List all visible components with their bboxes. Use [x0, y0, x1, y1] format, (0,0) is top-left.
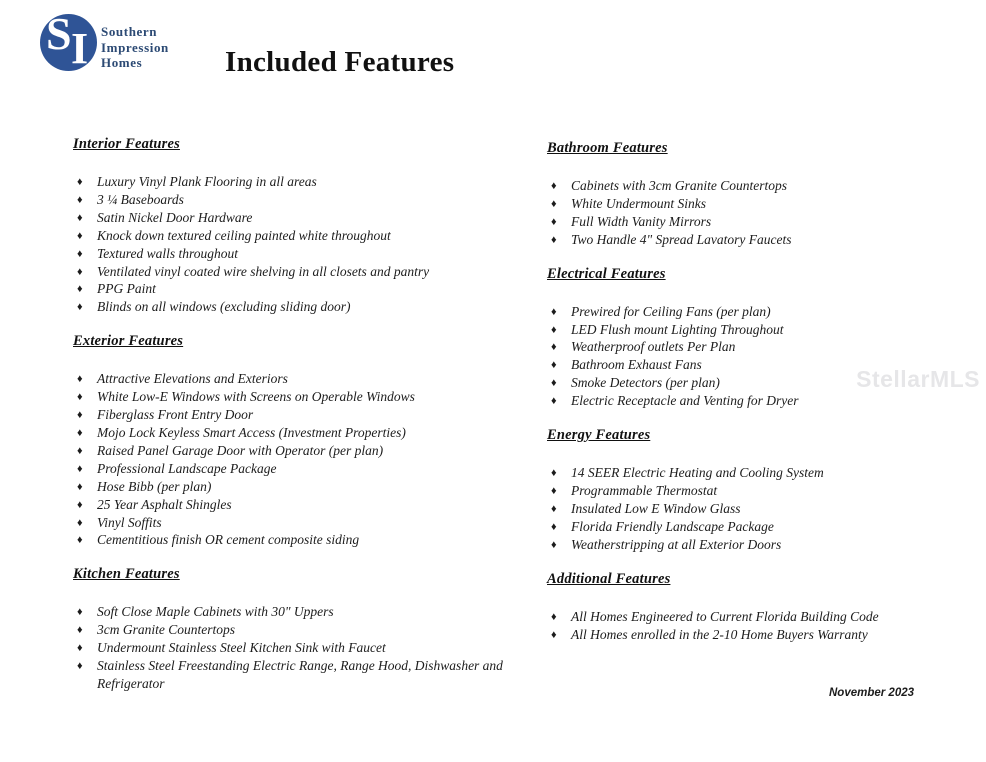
diamond-bullet-icon: ♦: [77, 462, 83, 475]
feature-item: [73, 496, 523, 514]
feature-item-text: Satin Nickel Door Hardware: [97, 209, 253, 225]
feature-item-text: Attractive Elevations and Exteriors: [97, 371, 288, 387]
diamond-bullet-icon: ♦: [77, 301, 83, 314]
diamond-bullet-icon: ♦: [77, 211, 83, 224]
feature-section: [547, 571, 967, 644]
section-heading: Kitchen Features: [73, 566, 180, 583]
feature-list: [547, 608, 967, 644]
diamond-bullet-icon: ♦: [77, 498, 83, 511]
diamond-bullet-icon: ♦: [77, 534, 83, 547]
diamond-bullet-icon: ♦: [551, 180, 557, 192]
feature-item: [73, 514, 523, 532]
feature-item: [547, 177, 967, 195]
section-heading: Exterior Features: [73, 333, 184, 350]
feature-item-text: 3cm Granite Countertops: [97, 622, 235, 638]
feature-section: [73, 333, 523, 549]
feature-item: [73, 657, 523, 693]
diamond-bullet-icon: ♦: [77, 516, 83, 529]
diamond-bullet-icon: ♦: [551, 305, 557, 318]
feature-item: [73, 442, 523, 460]
diamond-bullet-icon: ♦: [77, 283, 83, 296]
logo-monogram-i: I: [71, 24, 89, 73]
diamond-bullet-icon: ♦: [551, 538, 557, 551]
diamond-bullet-icon: ♦: [77, 444, 83, 457]
feature-item-text: Vinyl Soffits: [97, 514, 162, 530]
feature-item-text: Undermount Stainless Steel Kitchen Sink with Faucet: [97, 640, 386, 656]
footer-date: November 2023: [829, 687, 915, 699]
diamond-bullet-icon: ♦: [551, 628, 557, 641]
feature-item: [73, 639, 523, 657]
feature-list: [73, 173, 523, 316]
feature-item-text: LED Flush mount Lighting Throughout: [571, 321, 784, 337]
diamond-bullet-icon: ♦: [77, 480, 83, 493]
feature-item: [547, 303, 967, 321]
diamond-bullet-icon: ♦: [77, 426, 83, 439]
feature-item-text: Cementitious finish OR cement composite siding: [97, 532, 360, 548]
brand-line-3: Homes: [101, 55, 143, 70]
feature-item: [73, 424, 523, 442]
feature-item: [73, 370, 523, 388]
feature-item: [547, 464, 967, 482]
diamond-bullet-icon: ♦: [77, 176, 83, 188]
feature-list: [73, 603, 523, 693]
left-column: [73, 136, 523, 710]
feature-section: [547, 140, 967, 249]
feature-item: [73, 209, 523, 227]
diamond-bullet-icon: ♦: [551, 197, 557, 210]
diamond-bullet-icon: ♦: [551, 359, 557, 372]
feature-item-text: Full Width Vanity Mirrors: [571, 213, 712, 229]
feature-section: [73, 566, 523, 693]
feature-item-text: Mojo Lock Keyless Smart Access (Investment Properties): [97, 424, 406, 440]
diamond-bullet-icon: ♦: [77, 391, 83, 404]
diamond-bullet-icon: ♦: [77, 229, 83, 242]
brand-line-1: Southern: [101, 24, 158, 39]
diamond-bullet-icon: ♦: [77, 265, 83, 278]
feature-item-text: 25 Year Asphalt Shingles: [97, 496, 232, 512]
feature-item: [547, 231, 967, 249]
section-heading: Interior Features: [73, 136, 180, 152]
feature-item-text: Electric Receptacle and Venting for Dryer: [571, 393, 799, 409]
feature-item: [73, 478, 523, 496]
feature-item: [73, 621, 523, 639]
diamond-bullet-icon: ♦: [77, 193, 83, 206]
diamond-bullet-icon: ♦: [77, 660, 83, 673]
feature-item-text: Knock down textured ceiling painted white throughout: [97, 227, 391, 243]
feature-item: [547, 195, 967, 213]
right-column: [547, 140, 967, 660]
feature-item-text: Hose Bibb (per plan): [97, 478, 212, 494]
feature-item-text: 3 ¼ Baseboards: [97, 191, 184, 207]
diamond-bullet-icon: ♦: [551, 341, 557, 354]
feature-item: [547, 500, 967, 518]
feature-item-text: White Low-E Windows with Screens on Operable Windows: [97, 389, 415, 405]
diamond-bullet-icon: ♦: [77, 606, 83, 619]
diamond-bullet-icon: ♦: [551, 233, 557, 246]
stellar-mls-watermark: StellarMLS: [856, 366, 980, 392]
feature-item-text: Prewired for Ceiling Fans (per plan): [571, 303, 771, 319]
feature-item-text: Weatherproof outlets Per Plan: [571, 339, 736, 355]
feature-item: [547, 321, 967, 339]
section-heading: Energy Features: [547, 427, 651, 444]
feature-item: [73, 388, 523, 406]
feature-item: [73, 173, 523, 191]
feature-item: [73, 460, 523, 478]
feature-item-text: PPG Paint: [97, 281, 156, 297]
feature-item-text: Fiberglass Front Entry Door: [97, 407, 254, 423]
feature-item-text: Programmable Thermostat: [571, 482, 718, 498]
feature-item-text: All Homes enrolled in the 2-10 Home Buyers Warranty: [571, 626, 868, 642]
diamond-bullet-icon: ♦: [77, 373, 83, 386]
brand-line-2: Impression: [101, 39, 169, 55]
section-heading: Bathroom Features: [547, 140, 668, 156]
page-title: Included Features: [225, 46, 455, 78]
feature-item-text: Stainless Steel Freestanding Electric Range, Range Hood, Dishwasher and Refrigerator: [97, 658, 503, 691]
feature-item-text: Two Handle 4" Spread Lavatory Faucets: [571, 231, 792, 247]
feature-item: [73, 191, 523, 209]
feature-list: [547, 303, 967, 410]
diamond-bullet-icon: ♦: [77, 247, 83, 260]
feature-item: [547, 213, 967, 231]
feature-item: [73, 603, 523, 621]
feature-item: [73, 245, 523, 263]
feature-item-text: Professional Landscape Package: [97, 460, 277, 476]
feature-item: [73, 406, 523, 424]
diamond-bullet-icon: ♦: [551, 484, 557, 497]
feature-item: [547, 626, 967, 644]
feature-item-text: Weatherstripping at all Exterior Doors: [571, 536, 782, 552]
feature-list: [547, 464, 967, 554]
feature-item: [73, 280, 523, 298]
feature-item-text: Smoke Detectors (per plan): [571, 375, 720, 391]
brand-name: [101, 24, 169, 71]
diamond-bullet-icon: ♦: [551, 610, 557, 623]
feature-item: [73, 298, 523, 316]
company-logo-icon: [40, 8, 97, 73]
feature-item: [547, 518, 967, 536]
diamond-bullet-icon: ♦: [77, 642, 83, 655]
diamond-bullet-icon: ♦: [551, 467, 557, 480]
feature-item-text: Luxury Vinyl Plank Flooring in all areas: [97, 174, 317, 189]
feature-item: [547, 536, 967, 554]
diamond-bullet-icon: ♦: [551, 377, 557, 390]
feature-item: [547, 392, 967, 410]
feature-item-text: Florida Friendly Landscape Package: [571, 518, 774, 534]
feature-item-text: All Homes Engineered to Current Florida Building Code: [571, 608, 879, 624]
diamond-bullet-icon: ♦: [551, 395, 557, 408]
diamond-bullet-icon: ♦: [551, 323, 557, 336]
feature-list: [547, 177, 967, 249]
feature-item-text: Bathroom Exhaust Fans: [571, 357, 702, 373]
diamond-bullet-icon: ♦: [551, 520, 557, 533]
section-heading: Additional Features: [547, 570, 671, 587]
diamond-bullet-icon: ♦: [551, 215, 557, 228]
feature-item: [73, 227, 523, 245]
feature-item-text: Insulated Low E Window Glass: [571, 500, 741, 516]
diamond-bullet-icon: ♦: [77, 409, 83, 422]
feature-item-text: Soft Close Maple Cabinets with 30" Uppers: [97, 604, 334, 620]
logo-monogram-s: S: [46, 8, 72, 59]
feature-item: [547, 482, 967, 500]
feature-item: [547, 608, 967, 626]
feature-item-text: Blinds on all windows (excluding sliding door): [97, 299, 351, 315]
feature-item: [73, 263, 523, 281]
feature-item: [73, 531, 523, 549]
feature-item-text: 14 SEER Electric Heating and Cooling System: [571, 465, 824, 481]
diamond-bullet-icon: ♦: [551, 502, 557, 515]
section-heading: Electrical Features: [547, 265, 666, 282]
feature-item-text: White Undermount Sinks: [571, 195, 706, 211]
diamond-bullet-icon: ♦: [77, 624, 83, 637]
feature-section: [547, 427, 967, 554]
feature-list: [73, 370, 523, 549]
feature-item-text: Ventilated vinyl coated wire shelving in all closets and pantry: [97, 263, 430, 279]
feature-item: [547, 338, 967, 356]
feature-section: [73, 136, 523, 316]
feature-item-text: Raised Panel Garage Door with Operator (per plan): [97, 442, 384, 458]
feature-item-text: Cabinets with 3cm Granite Countertops: [571, 178, 787, 193]
feature-item-text: Textured walls throughout: [97, 245, 239, 261]
